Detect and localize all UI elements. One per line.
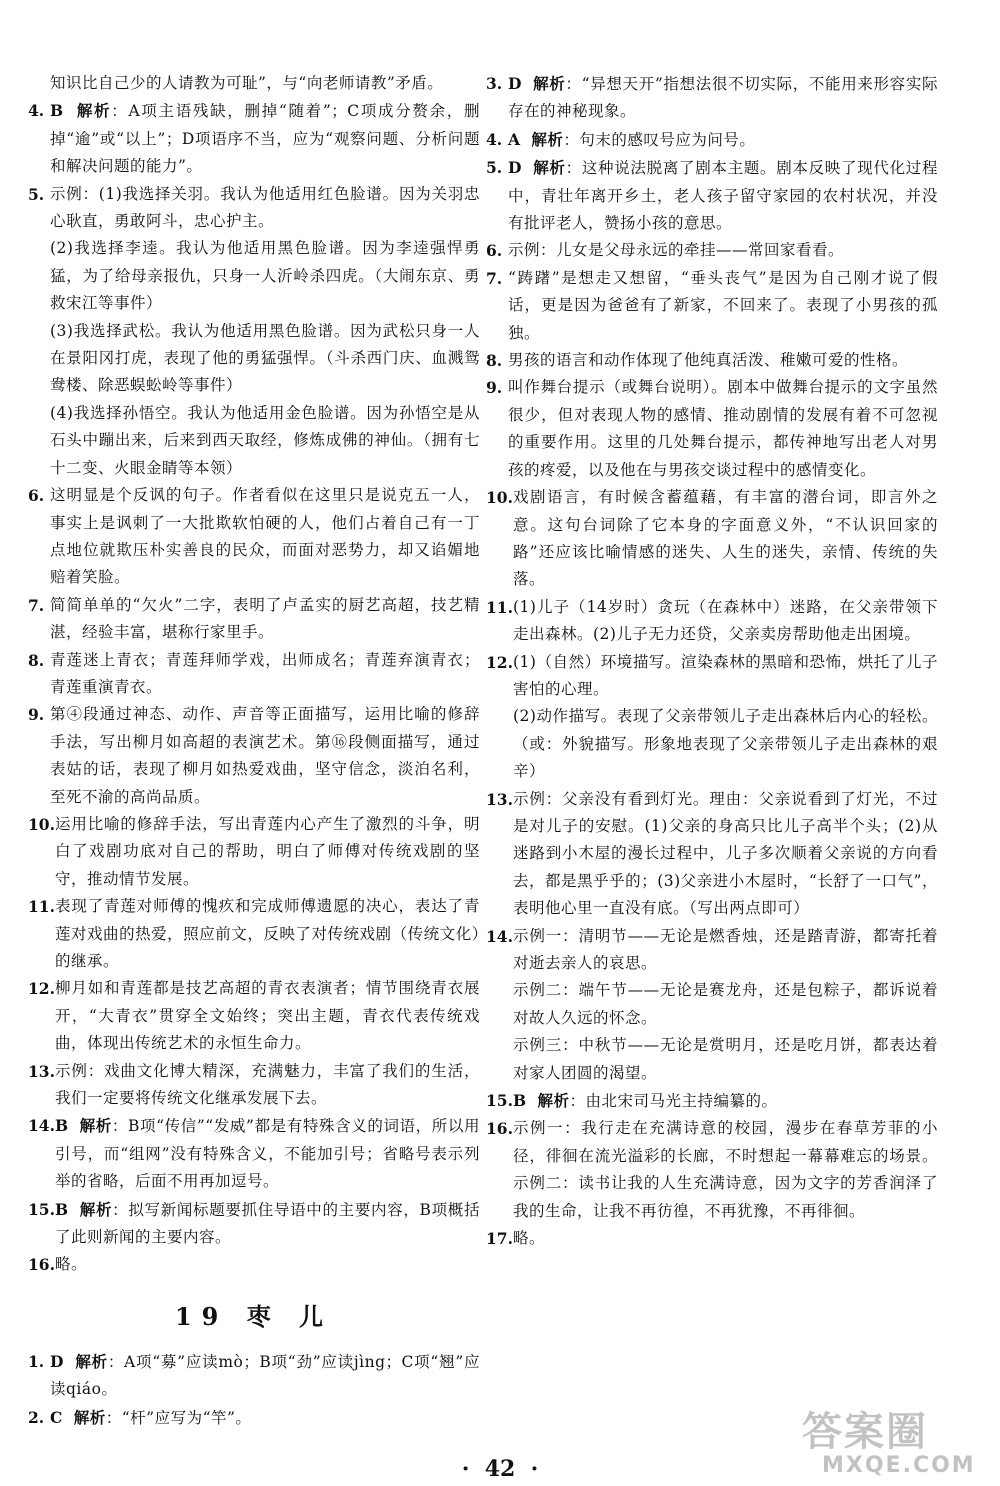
answer-number: 13. bbox=[28, 1061, 55, 1081]
answer-choice: B bbox=[50, 101, 64, 121]
answer-number: 3. bbox=[486, 74, 503, 93]
answer-number: 10. bbox=[28, 814, 55, 834]
answer-choice: A bbox=[508, 129, 521, 149]
answer-text: 运用比喻的修辞手法，写出青莲内心产生了激烈的斗争，明白了戏剧功底对自己的帮助，明白了师傅对传统戏剧的坚守，推动情节发展。 bbox=[54, 814, 480, 888]
answer-number: 5. bbox=[486, 158, 503, 178]
answer-text: (1)儿子（14岁时）贪玩（在森林中）迷路，在父亲带领下走出森林。(2)儿子无力还贷，父亲卖房帮助他走出困境。 bbox=[512, 597, 938, 644]
answer-number: 13. bbox=[486, 789, 513, 809]
answer-body bbox=[50, 701, 480, 811]
answer-body bbox=[50, 592, 480, 647]
analysis-label: 解析 bbox=[79, 1199, 113, 1219]
answer-item bbox=[28, 592, 480, 647]
answer-text: ：A项主语残缺，删掉“随着”；C项成分赘余，删掉“逾”或“以上”；D项语序不当，应为“观察问题、分析问题和解决问题的能力”。 bbox=[50, 102, 480, 176]
analysis-label: 解析 bbox=[537, 1091, 570, 1111]
answer-number: 11. bbox=[486, 597, 513, 617]
answer-text: 略。 bbox=[512, 1229, 545, 1248]
answer-paragraph: (2)我选择李逵。我认为他适用黑色脸谱。因为李逵强悍勇猛，为了给母亲报仇，只身一人沂岭杀四虎。（大闹东京、勇救宋江等事件） bbox=[50, 239, 480, 313]
answer-item bbox=[486, 1115, 938, 1225]
answer-choice: D bbox=[508, 158, 522, 178]
answer-item bbox=[28, 1348, 480, 1404]
answer-body bbox=[513, 649, 938, 786]
answer-choice: B bbox=[512, 1091, 527, 1111]
answer-item bbox=[486, 265, 938, 347]
answer-text: “踌躇”是想走又想留，“垂头丧气”是因为自己刚才说了假话，更是因为爸爸有了新家，不回来了。表现了小男孩的孤独。 bbox=[508, 268, 938, 342]
answer-paragraph: (1)（自然）环境描写。渲染森林的黑暗和恐怖，烘托了儿子害怕的心理。 bbox=[512, 652, 938, 698]
analysis-label: 解析 bbox=[76, 101, 112, 121]
answer-item bbox=[28, 1058, 480, 1113]
answer-body bbox=[50, 482, 480, 592]
answer-number: 15. bbox=[486, 1091, 513, 1111]
answer-number: 4. bbox=[28, 101, 45, 121]
answer-body bbox=[508, 154, 938, 237]
answer-item bbox=[28, 893, 480, 975]
answer-body bbox=[50, 1348, 480, 1404]
answer-body bbox=[513, 594, 938, 649]
answer-body bbox=[508, 374, 938, 484]
analysis-label: 解析 bbox=[73, 1407, 106, 1427]
answer-text: ：“杆”应写为“竿”。 bbox=[105, 1408, 252, 1427]
answer-body bbox=[513, 786, 938, 923]
answer-number: 9. bbox=[28, 705, 45, 725]
answer-body bbox=[50, 647, 480, 702]
left-answer-list bbox=[28, 97, 480, 1278]
right-answer-list bbox=[486, 70, 938, 1252]
answer-body bbox=[55, 1058, 480, 1113]
answer-number: 12. bbox=[486, 652, 513, 672]
answer-number: 9. bbox=[486, 378, 503, 398]
answer-text: 青莲迷上青衣；青莲拜师学戏，出师成名；青莲弃演青衣；青莲重演青衣。 bbox=[50, 650, 480, 696]
watermark-bottom: MXQE.COM bbox=[822, 1453, 976, 1478]
answer-text: ：句末的感叹号应为问号。 bbox=[563, 130, 756, 149]
answer-text: 男孩的语言和动作体现了他纯真活泼、稚嫩可爱的性格。 bbox=[508, 351, 909, 370]
answer-number: 16. bbox=[486, 1119, 513, 1139]
answer-number: 14. bbox=[28, 1116, 55, 1136]
answer-number: 8. bbox=[486, 351, 503, 371]
answer-number: 1. bbox=[28, 1351, 45, 1371]
answer-item bbox=[486, 374, 938, 484]
analysis-label: 解析 bbox=[533, 74, 566, 93]
analysis-label: 解析 bbox=[75, 1351, 108, 1371]
answer-item bbox=[28, 1404, 480, 1432]
answer-item bbox=[28, 647, 480, 702]
answer-body bbox=[55, 811, 480, 893]
analysis-label: 解析 bbox=[79, 1116, 112, 1136]
answer-body bbox=[508, 126, 938, 154]
right-column bbox=[486, 70, 938, 1252]
answer-item bbox=[486, 1087, 938, 1115]
answer-text: 柳月如和青莲都是技艺高超的青衣表演者；情节围绕青衣展开，“大青衣”贯穿全文始终；突出主题，青衣代表传统戏曲，体现出传统艺术的永恒生命力。 bbox=[54, 979, 480, 1053]
left-column bbox=[28, 70, 480, 1432]
answer-body bbox=[55, 893, 480, 975]
answer-text: 戏剧语言，有时候含蓄蕴藉，有丰富的潜台词，即言外之意。这句台词除了它本身的字面意义外，“不认识回家的路”还应该比喻情感的迷失、人生的迷失，亲情、传统的失落。 bbox=[512, 488, 938, 589]
answer-number: 12. bbox=[28, 979, 55, 999]
answer-text: ：“异想天开”指想法很不切实际，不能用来形容实际存在的神秘现象。 bbox=[508, 75, 938, 121]
analysis-label: 解析 bbox=[531, 129, 564, 149]
answer-text: ：由北宋司马光主持编纂的。 bbox=[569, 1092, 778, 1111]
answer-paragraph: 示例一：清明节——无论是燃香烛，还是踏青游，都寄托着对逝去亲人的哀思。 bbox=[512, 926, 938, 972]
answer-item bbox=[486, 70, 938, 126]
answer-body bbox=[508, 265, 938, 347]
answer-item bbox=[486, 1225, 938, 1252]
answer-item bbox=[28, 482, 480, 592]
answer-number: 2. bbox=[28, 1407, 45, 1427]
answer-body bbox=[55, 1251, 480, 1278]
answer-number: 7. bbox=[486, 268, 503, 288]
answer-body bbox=[55, 975, 480, 1057]
answer-body bbox=[513, 1115, 938, 1225]
answer-choice: D bbox=[508, 74, 522, 93]
watermark-top: 答案圈 bbox=[802, 1409, 928, 1455]
answer-body bbox=[50, 97, 480, 180]
answer-paragraph: (3)我选择武松。我认为他适用黑色脸谱。因为武松只身一人在景阳冈打虎，表现了他的勇猛强悍。（斗杀西门庆、血溅鸳鸯楼、除恶蜈蚣岭等事件） bbox=[50, 321, 480, 395]
answer-number: 8. bbox=[28, 650, 45, 670]
section-title: 19 枣 儿 bbox=[174, 1301, 334, 1331]
answer-body bbox=[513, 1225, 938, 1252]
answer-number: 16. bbox=[28, 1255, 55, 1275]
answer-item bbox=[486, 594, 938, 649]
answer-number: 14. bbox=[486, 926, 513, 946]
answer-item bbox=[28, 975, 480, 1057]
page-number-value: 42 bbox=[484, 1456, 516, 1482]
answer-item bbox=[28, 811, 480, 893]
answer-item bbox=[486, 347, 938, 374]
answer-text: 简简单单的“欠火”二字，表明了卢孟实的厨艺高超，技艺精湛，经验丰富，堪称行家里手。 bbox=[50, 595, 480, 642]
watermark-logo bbox=[802, 1410, 992, 1482]
answer-body bbox=[50, 181, 480, 482]
answer-text: 这明显是个反讽的句子。作者看似在这里只是说克五一人，事实上是讽刺了一大批欺软怕硬的人，他们占着自己有一丁点地位就欺压朴实善良的民众，而面对恶势力，却又谄媚地赔着笑脸。 bbox=[50, 486, 480, 587]
section-answer-list bbox=[28, 1348, 480, 1432]
answer-paragraph: (2)动作描写。表现了父亲带领儿子走出森林后内心的轻松。（或：外貌描写。形象地表现了父亲带领儿子走出森林的艰辛） bbox=[512, 707, 938, 781]
answer-body bbox=[50, 1404, 480, 1432]
answer-number: 4. bbox=[486, 129, 503, 149]
intro-text: 知识比自己少的人请教为可耻”，与“向老师请教”矛盾。 bbox=[50, 74, 444, 92]
answer-text: ：B项“传信”“发威”都是有特殊含义的词语，所以用引号，而“组网”没有特殊含义，不能加引号；省略号表示列举的省略，后面不用再加逗号。 bbox=[54, 1117, 480, 1191]
answer-body bbox=[55, 1196, 480, 1252]
page-number: · 42 · bbox=[461, 1456, 539, 1482]
answer-text: 示例：儿女是父母永远的牵挂——常回家看看。 bbox=[508, 241, 845, 260]
analysis-label: 解析 bbox=[533, 158, 566, 178]
answer-text: 第④段通过神态、动作、声音等正面描写，运用比喻的修辞手法，写出柳月如高超的表演艺术。第⑯段侧面描写，通过表姑的话，表现了柳月如热爱戏曲，坚守信念，淡泊名利，至死不渝的高尚品质。 bbox=[50, 705, 480, 806]
answer-number: 10. bbox=[486, 488, 513, 508]
answer-text: 示例：父亲没有看到灯光。理由：父亲说看到了灯光，不过是对儿子的安慰。(1)父亲的身高只比儿子高半个头；(2)从迷路到小木屋的漫长过程中，儿子多次顺着父亲说的方向看去，都是黑乎乎的；(3)父亲进小木屋时，“长舒了一口气”，表明他心里一直没有底。（写出两点即可） bbox=[512, 789, 938, 918]
answer-paragraph: 示例三：中秋节——无论是赏明月，还是吃月饼，都表达着对家人团圆的渴望。 bbox=[512, 1036, 938, 1082]
answer-body bbox=[508, 70, 938, 126]
answer-item bbox=[28, 701, 480, 811]
answer-text: 示例一：我行走在充满诗意的校园，漫步在春草芳菲的小径，徘徊在流光溢彩的长廊，不时想起一幕幕难忘的场景。示例二：读书让我的人生充满诗意，因为文字的芳香润泽了我的生命，让我不再彷徨，不再犹豫，不再徘徊。 bbox=[512, 1119, 938, 1220]
answer-text: 表现了青莲对师傅的愧疚和完成师傅遗愿的决心，表达了青莲对戏曲的热爱，照应前文，反映了对传统戏剧（传统文化）的继承。 bbox=[54, 897, 480, 970]
intro-continuation bbox=[28, 70, 480, 97]
answer-text: ：A项“募”应读mò；B项“劲”应读jìng；C项“翘”应读qiáo。 bbox=[50, 1352, 480, 1399]
answer-item bbox=[486, 923, 938, 1087]
answer-choice: B bbox=[54, 1116, 69, 1136]
answer-number: 17. bbox=[486, 1229, 513, 1249]
answer-item bbox=[28, 181, 480, 482]
answer-body bbox=[513, 923, 938, 1087]
answer-number: 11. bbox=[28, 897, 55, 917]
answer-text: ：这种说法脱离了剧本主题。剧本反映了现代化过程中，青壮年离开乡土，老人孩子留守家园的农村状况，并没有批评老人，赞扬小孩的意思。 bbox=[508, 159, 938, 233]
answer-choice: B bbox=[54, 1199, 69, 1219]
answer-item bbox=[486, 484, 938, 594]
answer-paragraph: (4)我选择孙悟空。我认为他适用金色脸谱。因为孙悟空是从石头中蹦出来，后来到西天取经，修炼成佛的神仙。（拥有七十二变、火眼金睛等本领） bbox=[50, 403, 480, 477]
answer-item bbox=[486, 154, 938, 237]
answer-number: 6. bbox=[28, 486, 45, 506]
answer-text: 叫作舞台提示（或舞台说明）。剧本中做舞台提示的文字虽然很少，但对表现人物的感情、推动剧情的发展有着不可忽视的重要作用。这里的几处舞台提示，都传神地写出老人对男孩的疼爱，以及他在与男孩交谈过程中的感情变化。 bbox=[508, 378, 938, 479]
answer-body bbox=[508, 347, 938, 374]
answer-number: 7. bbox=[28, 595, 45, 615]
answer-paragraph: 示例：(1)我选择关羽。我认为他适用红色脸谱。因为关羽忠心耿直，勇敢阿斗，忠心护主。 bbox=[50, 184, 480, 231]
answer-item bbox=[486, 786, 938, 923]
answer-item bbox=[28, 97, 480, 180]
answer-text: 示例：戏曲文化博大精深，充满魅力，丰富了我们的生活，我们一定要将传统文化继承发展下去。 bbox=[54, 1061, 480, 1108]
answer-item bbox=[486, 649, 938, 786]
answer-number: 5. bbox=[28, 184, 45, 204]
answer-item bbox=[28, 1251, 480, 1278]
answer-body bbox=[513, 1087, 938, 1115]
answer-item bbox=[486, 237, 938, 264]
answer-number: 6. bbox=[486, 241, 503, 261]
answer-item bbox=[28, 1196, 480, 1252]
answer-number: 15. bbox=[28, 1199, 55, 1219]
answer-text: ：拟写新闻标题要抓住导语中的主要内容，B项概括了此则新闻的主要内容。 bbox=[54, 1200, 480, 1247]
answer-item bbox=[28, 1112, 480, 1195]
answer-item bbox=[486, 126, 938, 154]
answer-text: 略。 bbox=[54, 1255, 87, 1274]
answer-body bbox=[513, 484, 938, 594]
answer-choice: D bbox=[50, 1351, 64, 1371]
answer-choice: C bbox=[50, 1407, 63, 1427]
answer-paragraph: 示例二：端午节——无论是赛龙舟，还是包粽子，都诉说着对故人久远的怀念。 bbox=[512, 981, 938, 1027]
answer-body bbox=[508, 237, 938, 264]
answer-body bbox=[55, 1112, 480, 1195]
